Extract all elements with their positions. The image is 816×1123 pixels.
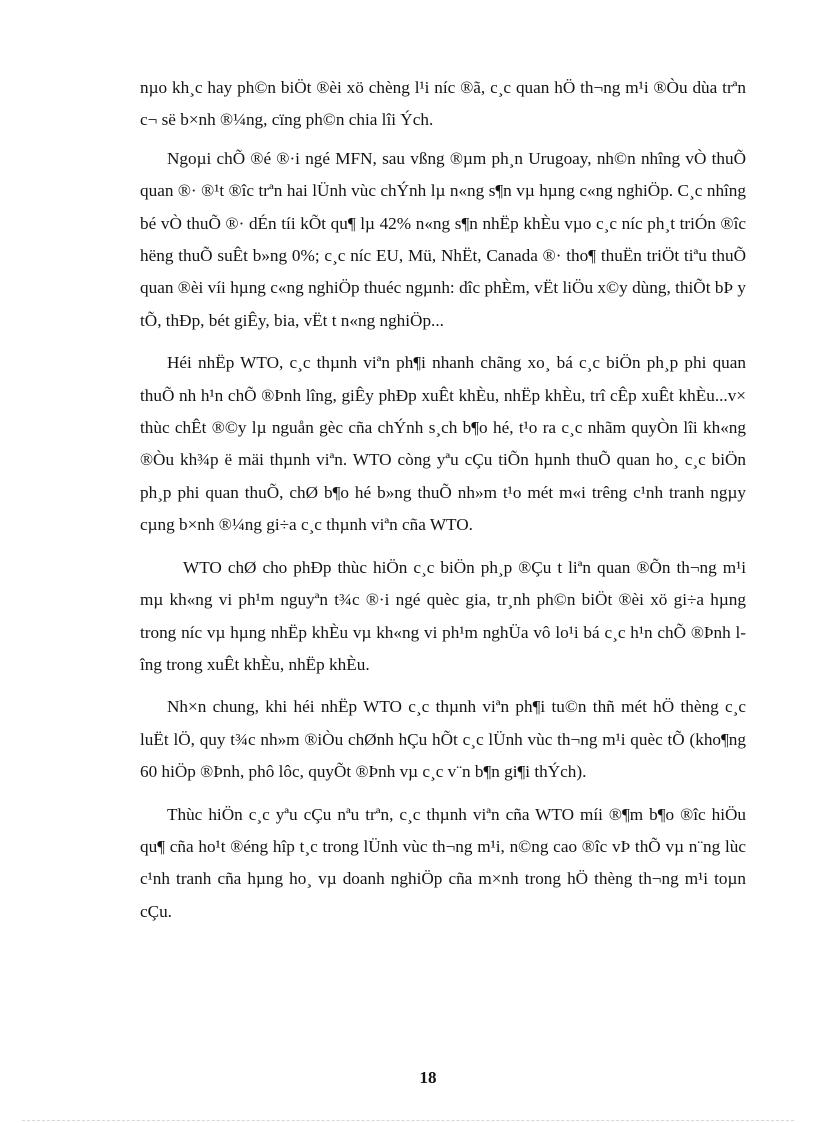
paragraph-5: Nh×n chung, khi héi nhËp WTO c¸c thµnh viªn ph¶i tu©n thñ mét hÖ thèng c¸c luËt lÖ, quy t¾c nh»m ®iÒu chØnh hÇu hÕt c¸c lÜnh vùc th¬ng m¹i quèc tÕ (kho¶ng 60 hiÖp ®Þnh, phô lôc, quyÕt ®Þnh vµ c¸c v¨n b¶n gi¶i thÝch). bbox=[140, 697, 746, 782]
page-bottom-divider bbox=[22, 1120, 794, 1121]
page-number: 18 bbox=[419, 1068, 437, 1087]
paragraph-1: nµo kh¸c hay ph©n biÖt ®èi xö chèng l¹i níc ®ã, c¸c quan hÖ th¬ng m¹i ®Òu dùa trªn c¬ së b×nh ®¼ng, cïng ph©n chia lîi Ých. bbox=[140, 78, 746, 130]
paragraph-2: Ngoµi chÕ ®é ®·i ngé MFN, sau vßng ®µm ph¸n Urugoay, nh©n nhîng vÒ thuÕ quan ®· ®¹t ®îc trªn hai lÜnh vùc chÝnh lµ n«ng s¶n vµ hµng c«ng nghiÖp. C¸c nhîng bé vÒ thuÕ ®· dÉn tíi kÕt qu¶ lµ 42% n«ng s¶n nhËp khÈu vµo c¸c níc ph¸t triÓn ®îc hëng thuÕ suÊt b»ng 0%; c¸c níc EU, Mü, NhËt, Canada ®· tho¶ thuËn triÖt tiªu thuÕ quan ®èi víi hµng c«ng nghiÖp thuéc ngµnh: dîc phÈm, vËt liÖu x©y dùng, thiÕt bÞ y tÕ, thÐp, bét giÊy, bia, vËt t n«ng nghiÖp... bbox=[140, 148, 746, 330]
paragraph-6: Thùc hiÖn c¸c yªu cÇu nªu trªn, c¸c thµnh viªn cña WTO míi ®¶m b¶o ®îc hiÖu qu¶ cña ho¹t ®éng hîp t¸c trong lÜnh vùc th¬ng m¹i, n©ng cao ®îc vÞ thÕ vµ n¨ng lùc c¹nh tranh cña hµng ho¸ vµ doanh nghiÖp cña m×nh trong hÖ thèng th¬ng m¹i toµn cÇu. bbox=[140, 804, 746, 921]
document-body bbox=[140, 72, 746, 928]
paragraph-3: Héi nhËp WTO, c¸c thµnh viªn ph¶i nhanh chãng xo¸ bá c¸c biÖn ph¸p phi quan thuÕ nh h¹n chÕ ®Þnh lîng, giÊy phÐp xuÊt khÈu, nhËp khÈu, trî cÊp xuÊt khÈu...v× thùc chÊt ®©y lµ nguån gèc cña chÝnh s¸ch b¶o hé, t¹o ra c¸c nhãm quyÒn lîi kh«ng ®Òu kh¾p ë mäi thµnh viªn. WTO còng yªu cÇu tiÕn hµnh thuÕ quan ho¸ c¸c biÖn ph¸p phi quan thuÕ, chØ b¶o hé b»ng thuÕ nh»m t¹o mét m«i trêng c¹nh tranh ngµy cµng b×nh ®¼ng gi÷a c¸c thµnh viªn cña WTO. bbox=[140, 353, 746, 535]
paragraph-4: WTO chØ cho phÐp thùc hiÖn c¸c biÖn ph¸p ®Çu t liªn quan ®Õn th¬ng m¹i mµ kh«ng vi ph¹m nguyªn t¾c ®·i ngé quèc gia, tr¸nh ph©n biÖt ®èi xö gi÷a hµng trong níc vµ hµng nhËp khÈu vµ kh«ng vi ph¹m nghÜa vô lo¹i bá c¸c h¹n chÕ ®Þnh lîng trong xuÊt khÈu, nhËp khÈu. bbox=[140, 557, 746, 674]
